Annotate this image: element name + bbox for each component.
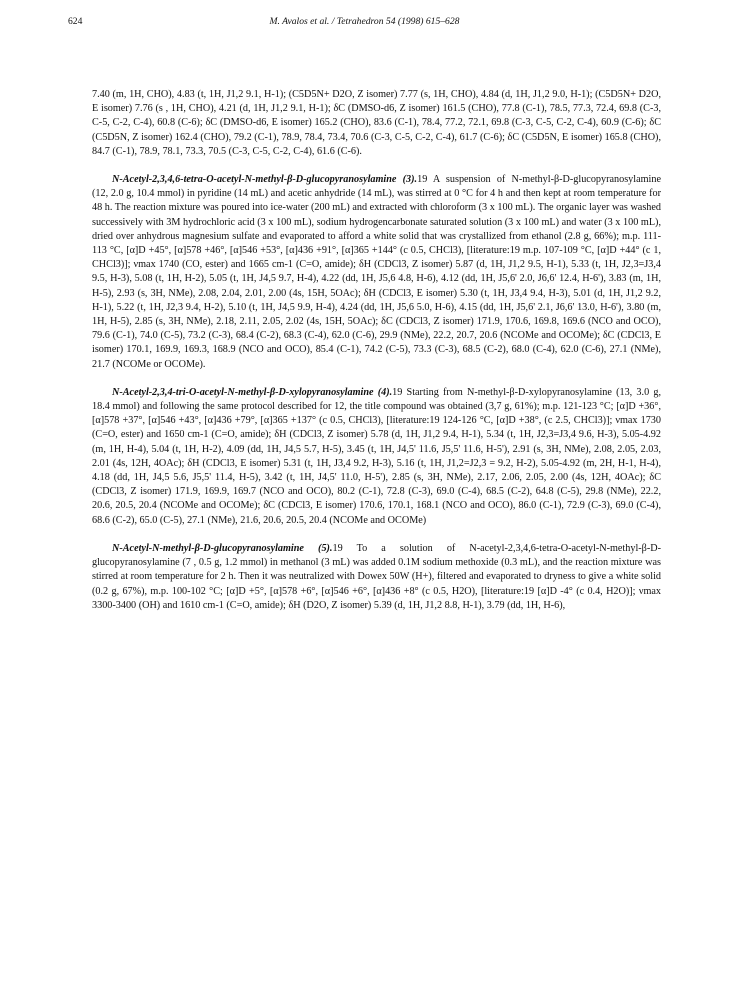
paragraph-compound-4 bbox=[92, 386, 661, 528]
compound-4-body: 19 Starting from N-methyl-β-D-xylopyranosylamine (13, 3.0 g, 18.4 mmol) and following the same protocol described for 12, the title compound was obtained (3,7 g, 61%); m.p. 121-123 °C; [α]D +36°, [α]578 +37°, [α]546 +43°, [α]436 +79°, [α]365 +137° (c 0.5, CHCl3), [literature:19 124-126 °C, [α]D +38°, (c 2.5, CHCl3)]; νmax 1730 (C=O, ester) and 1650 cm-1 (C=O, amide); δH (CDCl3, Z isomer) 5.78 (d, 1H, J1,2 9.4, H-1), 5.34 (t, 1H, J2,3=J3,4 9.6, H-3), 5.05-4.92 (m, 1H, H-4), 5.04 (t, 1H, H-2), 4.09 (dd, 1H, J4,5 5.7, H-5), 3.45 (t, 1H, J4,5' 11.6, J5,5' 11.6, H-5'), 2.91 (s, 3H, NMe), 2.08, 2.05, 2.03, 2.01 (4s, 12H, 4OAc); δH (CDCl3, E isomer) 5.31 (t, 1H, J3,4 9.2, H-3), 5.16 (t, 1H, J1,2=J2,3 = 9.2, H-2), 5.05-4.92 (m, 2H, H-1, H-4), 4.18 (dd, 1H, J4,5 5.6, J5,5' 11.4, H-5), 3.42 (t, 1H, J4,5' 11.0, H-5'), 2.85 (s, 3H, NMe), 2.17, 2.06, 2.05, 2.00 (4s, 12H, 4OAc); δC (CDCl3, Z isomer) 171.9, 169.9, 169.7 (NCO and OCO), 80.2 (C-1), 72.8 (C-3), 69.0 (C-4), 68.5 (C-2), 64.8 (C-5), 29.8 (NMe), 22.2, 20.6, 20.5, 20.4 (NCOMe and OCOMe); δC (CDCl3, E isomer) 170.6, 170.1, 168.1 (NCO and OCO), 86.0 (C-1), 72.9 (C-3), 69.0 (C-4), 68.6 (C-2), 65.0 (C-5), 27.1 (NMe), 21.6, 20.6, 20.5, 20.4 (NCOMe and OCOMe) bbox=[92, 386, 661, 526]
paragraph-compound-5 bbox=[92, 542, 661, 613]
page-header bbox=[68, 16, 661, 32]
compound-5-title: N-Acetyl-N-methyl-β-D-glucopyranosylamine (5). bbox=[112, 542, 333, 554]
compound-4-title: N-Acetyl-2,3,4-tri-O-acetyl-N-methyl-β-D-xylopyranosylamine (4). bbox=[112, 386, 393, 398]
compound-3-body: 19 A suspension of N-methyl-β-D-glucopyranosylamine (12, 2.0 g, 10.4 mmol) in pyridine (14 mL) and acetic anhydride (14 mL), was stirred at 0 °C for 4 h and then kept at room temperature for 48 h. The reaction mixture was poured into ice-water (200 mL) and extracted with chloroform (3 x 100 mL). The organic layer was washed successively with 3M hydrochloric acid (3 x 100 mL), sodium hydrogencarbonate saturated solution (3 x 100 mL) and water (3 x 100 mL), dried over anhydrous magnesium sulfate and evaporated to afford a white solid that was crystallized from ethanol (2.8 g, 66%); m.p. 111-113 °C, [α]D +45°, [α]578 +46°, [α]546 +53°, [α]436 +91°, [α]365 +144° (c 0.5, CHCl3), [literature:19 m.p. 107-109 °C, [α]D +44° (c 1, CHCl3)]; νmax 1740 (CO, ester) and 1665 cm-1 (C=O, amide); δH (CDCl3, Z isomer) 5.87 (d, 1H, J1,2 9.5, H-1), 5.33 (t, 1H, J2,3=J3,4 9.5, H-3), 5.08 (t, 1H, H-2), 5.05 (t, 1H, J4,5 9.7, H-4), 4.22 (dd, 1H, J5,6 4.8, H-6), 4.12 (dd, 1H, J5,6' 2.0, J6,6' 12.4, H-6'), 3.83 (m, 1H, H-5), 2.93 (s, 3H, NMe), 2.08, 2.04, 2.01, 2.00 (4s, 15H, 5OAc); δH (CDCl3, E isomer) 5.30 (t, 1H, J3,4 9.4, H-3), 5.01 (d, 1H, J1,2 9.2, H-1), 5.22 (t, 1H, J2,3 9.4, H-2), 5.10 (t, 1H, J4,5 9.9, H-4), 4.24 (dd, 1H, J5,6 5.0, H-6), 4.15 (dd, 1H, J5,6' 2.1, J6,6' 13.0, H-6'), 3.80 (m, 1H, H-5), 2.85 (s, 3H, NMe), 2.18, 2.11, 2.05, 2.02 (4s, 15H, 5OAc); δC (CDCl3, Z isomer) 171.9, 170.6, 169.8, 169.6 (NCO and OCO), 79.6 (C-1), 74.0 (C-5), 73.2 (C-3), 68.4 (C-2), 68.3 (C-4), 62.0 (C-6), 29.9 (NMe), 22.2, 20.7, 20.6 (NCOMe and OCOMe); δC (CDCl3, E isomer) 170.1, 169.9, 169.3, 168.9 (NCO and OCO), 85.4 (C-1), 74.2 (C-5), 73.3 (C-3), 68.5 (C-2), 68.0 (C-4), 62.0 (C-6), 27.1 (NMe), 21.7 (NCOMe or OCOMe). bbox=[92, 174, 661, 370]
compound-3-title: N-Acetyl-2,3,4,6-tetra-O-acetyl-N-methyl-β-D-glucopyranosylamine (3). bbox=[112, 174, 418, 186]
running-title: M. Avalos et al. / Tetrahedron 54 (1998) 615–628 bbox=[269, 16, 460, 27]
compound-5-body: 19 To a solution of N-acetyl-2,3,4,6-tetra-O-acetyl-N-methyl-β-D-glucopyranosylamine (7 , 0.5 g, 1.2 mmol) in methanol (3 mL) was added 0.1M sodium methoxide (0.3 mL), and the reaction mixture was stirred at room temperature for 2 h. Then it was neutralized with Dowex 50W (H+), filtered and evaporated to dryness to give a white solid (0.2 g, 67%), m.p. 100-102 °C; [α]D +5°, [α]578 +6°, [α]546 +6°, [α]436 +8° (c 0.5, H2O), [literature:19 [α]D -4° (c 0.4, H2O)]; νmax 3300-3400 (OH) and 1610 cm-1 (C=O, amide); δH (D2O, Z isomer) 5.39 (d, 1H, J1,2 8.8, H-1), 3.79 (dd, 1H, H-6), bbox=[92, 542, 661, 611]
article-body bbox=[92, 88, 661, 613]
paragraph-compound-3 bbox=[92, 173, 661, 372]
page-number: 624 bbox=[68, 16, 83, 27]
paragraph-1: 7.40 (m, 1H, CHO), 4.83 (t, 1H, J1,2 9.1, H-1); (C5D5N+ D2O, Z isomer) 7.77 (s, 1H, CHO), 4.84 (d, 1H, J1,2 9.0, H-1); (C5D5N+ D2O, E isomer) 7.76 (s , 1H, CHO), 4.21 (d, 1H, J1,2 9.1, H-1); δC (DMSO-d6, Z isomer) 161.5 (CHO), 77.8 (C-1), 78.5, 77.3, 72.4, 69.8 (C-3, C-5, C-2, C-4), 60.8 (C-6); δC (DMSO-d6, E isomer) 165.2 (CHO), 83.6 (C-1), 78.4, 77.2, 72.1, 69.8 (C-3, C-5, C-2, C-4), 60.9 (C-6); δC (C5D5N, Z isomer) 162.4 (CHO), 79.2 (C-1), 78.9, 78.4, 73.4, 70.6 (C-3, C-5, C-2, C-4), 61.7 (C-6); δC (C5D5N, E isomer) 165.8 (CHO), 84.7 (C-1), 78.9, 78.1, 73.3, 70.5 (C-3, C-5, C-2, C-4), 61.6 (C-6). bbox=[92, 89, 661, 157]
